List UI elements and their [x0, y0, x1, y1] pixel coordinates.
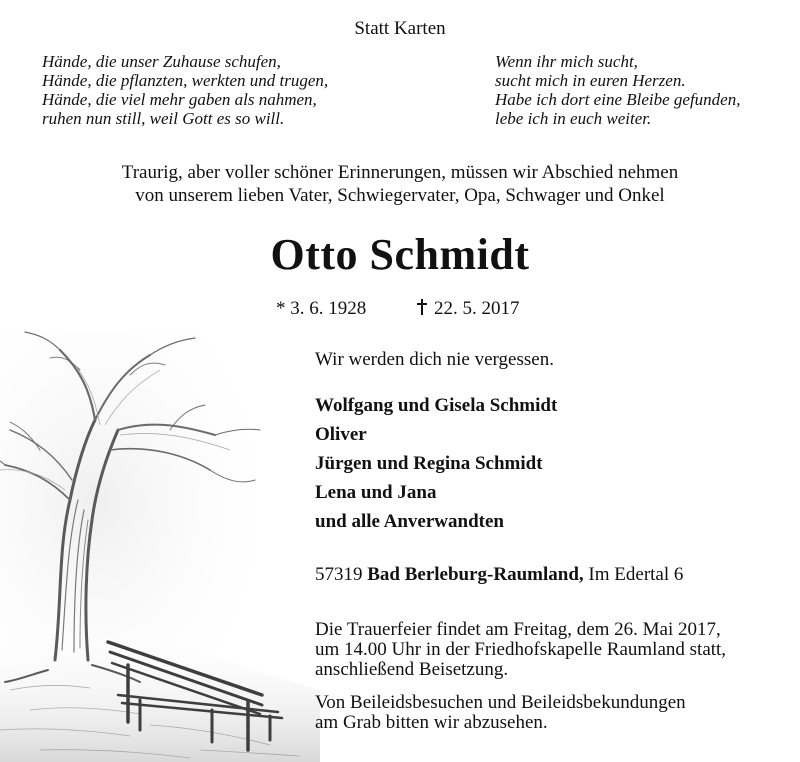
intro-line: Traurig, aber voller schöner Erinnerungen, müssen wir Abschied nehmen	[121, 162, 679, 183]
poem-line: sucht mich in euren Herzen.	[495, 71, 686, 90]
intro-text	[0, 161, 800, 207]
funeral-line: Die Trauerfeier findet am Freitag, dem 26. Mai 2017,	[315, 619, 721, 640]
address-city: Bad Berleburg-Raumland,	[367, 564, 584, 585]
header-title: Statt Karten	[354, 18, 446, 39]
family-member: Wolfgang und Gisela Schmidt	[315, 395, 558, 416]
funeral-info	[315, 620, 726, 680]
family-list	[315, 391, 557, 536]
poem-line: Habe ich dort eine Bleibe gefunden,	[495, 90, 741, 109]
funeral-line: anschließend Beisetzung.	[315, 659, 509, 680]
poem-line: Hände, die viel mehr gaben als nahmen,	[42, 90, 317, 109]
condolence-line: am Grab bitten wir abzusehen.	[315, 712, 548, 733]
address-street: Im Edertal 6	[588, 564, 684, 585]
address-postcode: 57319	[315, 564, 363, 585]
intro-line: von unserem lieben Vater, Schwiegervater, Opa, Schwager und Onkel	[135, 185, 665, 206]
condolence-note	[315, 693, 686, 733]
family-member: Lena und Jana	[315, 482, 437, 503]
condolence-line: Von Beileidsbesuchen und Beileidsbekundungen	[315, 692, 686, 713]
poem-left	[42, 52, 328, 128]
cross-icon	[416, 299, 428, 315]
deceased-name: Otto Schmidt	[270, 230, 530, 279]
poem-line: lebe ich in euch weiter.	[495, 109, 652, 128]
tree-bench-illustration	[0, 330, 320, 762]
poem-right	[495, 52, 740, 128]
family-member: und alle Anverwandten	[315, 511, 504, 532]
address	[315, 564, 683, 586]
motto: Wir werden dich nie vergessen.	[315, 349, 554, 370]
poem-line: Hände, die unser Zuhause schufen,	[42, 52, 281, 71]
poem-line: Hände, die pflanzten, werkten und trugen,	[42, 71, 329, 90]
poem-line: ruhen nun still, weil Gott es so will.	[42, 109, 285, 128]
death-date-group	[416, 298, 520, 320]
death-date: 22. 5. 2017	[434, 298, 520, 319]
family-member: Jürgen und Regina Schmidt	[315, 453, 543, 474]
funeral-line: um 14.00 Uhr in der Friedhofskapelle Raumland statt,	[315, 639, 727, 660]
family-member: Oliver	[315, 424, 367, 445]
birth-date: * 3. 6. 1928	[276, 298, 367, 319]
poem-line: Wenn ihr mich sucht,	[495, 52, 638, 71]
